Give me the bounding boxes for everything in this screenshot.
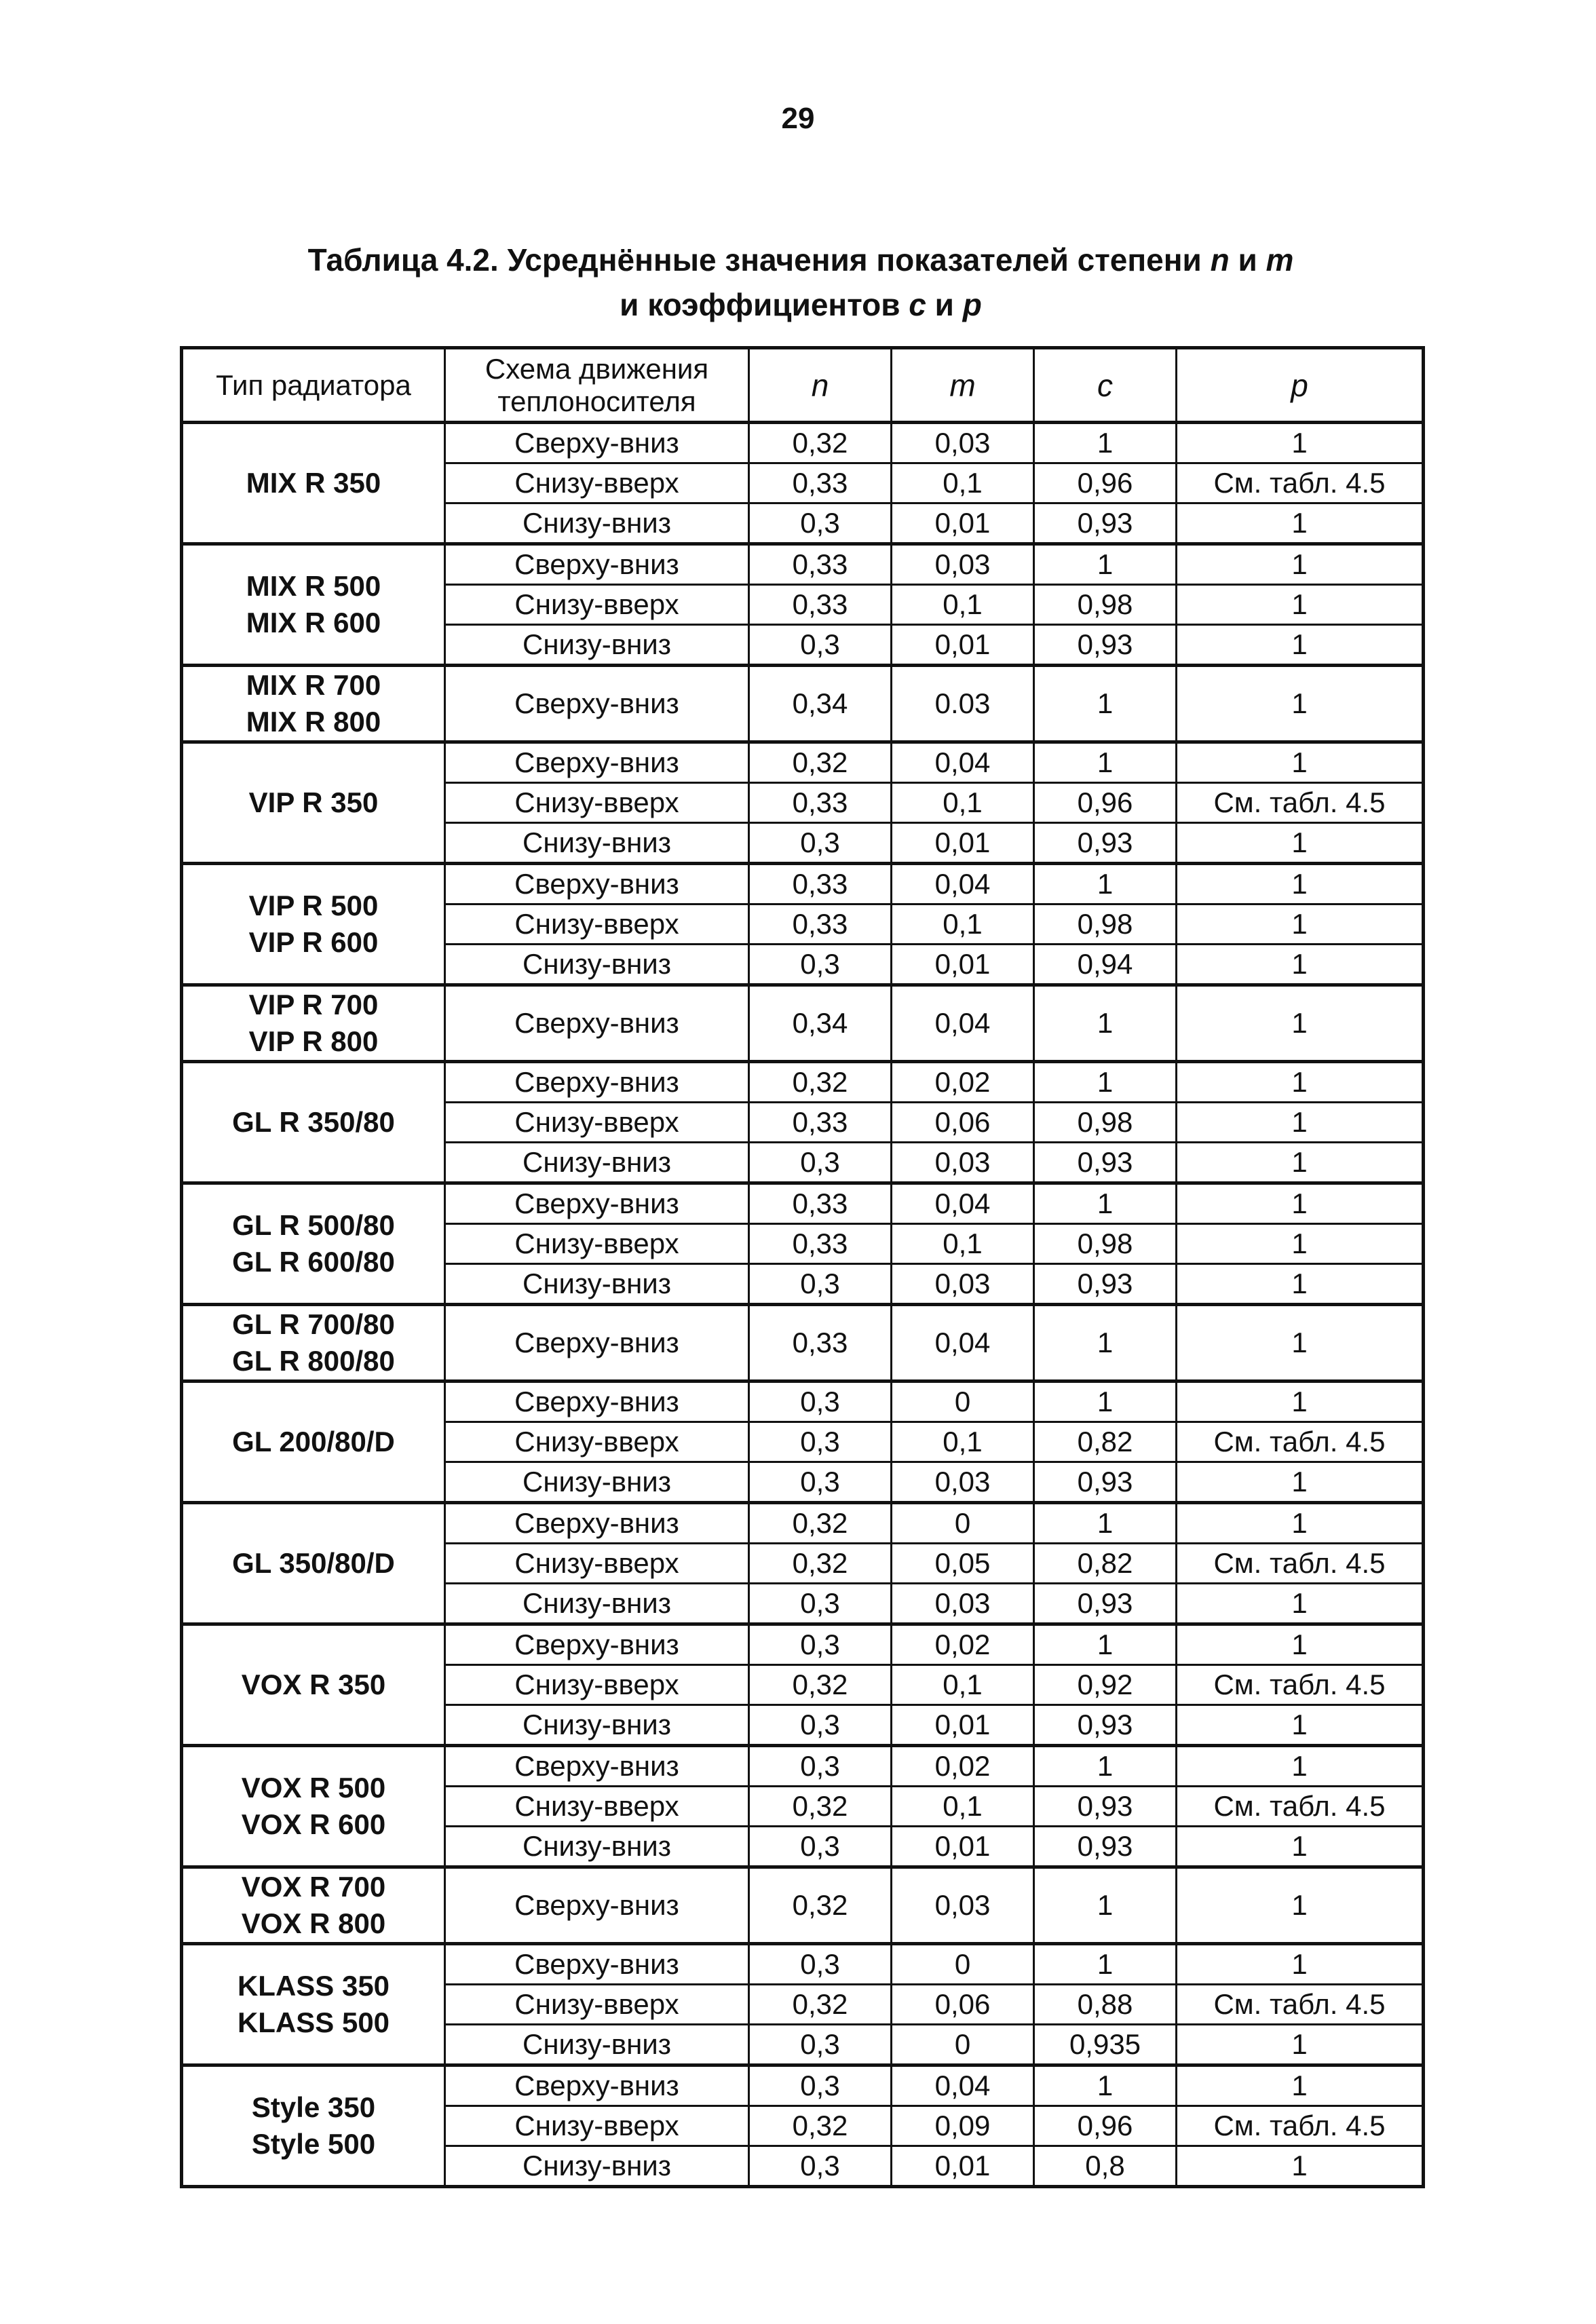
p-cell: 1 xyxy=(1177,1062,1424,1103)
scheme-cell: Сверху-вниз xyxy=(445,544,749,585)
radiator-type-name: Style 350 xyxy=(251,2091,376,2123)
p-cell: 1 xyxy=(1177,1305,1424,1382)
m-cell: 0,02 xyxy=(892,1624,1034,1665)
p-cell: 1 xyxy=(1177,1827,1424,1867)
radiator-type-name: VOX R 500 xyxy=(241,1772,386,1804)
m-cell: 0,03 xyxy=(892,1867,1034,1944)
header-coolant-scheme: Схема движения теплоносителя xyxy=(445,348,749,423)
n-cell: 0,32 xyxy=(749,1503,892,1544)
n-cell: 0,32 xyxy=(749,1867,892,1944)
c-cell: 0,98 xyxy=(1034,1224,1177,1264)
table-header-row xyxy=(182,348,1424,423)
m-cell: 0,04 xyxy=(892,1305,1034,1382)
c-cell: 0,96 xyxy=(1034,783,1177,823)
m-cell: 0,1 xyxy=(892,783,1034,823)
p-cell: 1 xyxy=(1177,945,1424,985)
n-cell: 0,3 xyxy=(749,2065,892,2106)
m-cell: 0,03 xyxy=(892,1264,1034,1305)
scheme-cell: Сверху-вниз xyxy=(445,1062,749,1103)
p-cell: 1 xyxy=(1177,1867,1424,1944)
c-cell: 0,96 xyxy=(1034,2106,1177,2146)
m-cell: 0,06 xyxy=(892,1985,1034,2025)
radiator-type-name: VIP R 800 xyxy=(248,1025,379,1057)
scheme-cell: Снизу-вверх xyxy=(445,1985,749,2025)
m-cell: 0,04 xyxy=(892,2065,1034,2106)
p-cell: См. табл. 4.5 xyxy=(1177,1665,1424,1705)
n-cell: 0,3 xyxy=(749,625,892,666)
scheme-cell: Снизу-вниз xyxy=(445,1264,749,1305)
c-cell: 1 xyxy=(1034,666,1177,742)
p-cell: 1 xyxy=(1177,625,1424,666)
p-cell: 1 xyxy=(1177,2065,1424,2106)
n-cell: 0,33 xyxy=(749,1183,892,1224)
c-cell: 1 xyxy=(1034,1062,1177,1103)
m-cell: 0,1 xyxy=(892,463,1034,503)
p-cell: 1 xyxy=(1177,1103,1424,1143)
c-cell: 0,8 xyxy=(1034,2146,1177,2187)
scheme-cell: Сверху-вниз xyxy=(445,1867,749,1944)
c-cell: 1 xyxy=(1034,1382,1177,1422)
radiator-type-name: MIX R 500 xyxy=(246,570,381,602)
table-row xyxy=(182,666,1424,742)
scheme-cell: Снизу-вверх xyxy=(445,1224,749,1264)
m-cell: 0,04 xyxy=(892,742,1034,783)
c-cell: 1 xyxy=(1034,1867,1177,1944)
n-cell: 0,32 xyxy=(749,1985,892,2025)
table-row xyxy=(182,1305,1424,1382)
m-cell: 0,01 xyxy=(892,2146,1034,2187)
scheme-cell: Сверху-вниз xyxy=(445,1624,749,1665)
radiator-type-name: MIX R 600 xyxy=(246,607,381,639)
c-cell: 0,82 xyxy=(1034,1422,1177,1462)
scheme-cell: Сверху-вниз xyxy=(445,666,749,742)
scheme-cell: Сверху-вниз xyxy=(445,985,749,1062)
m-cell: 0,1 xyxy=(892,1665,1034,1705)
n-cell: 0,33 xyxy=(749,1305,892,1382)
n-cell: 0,33 xyxy=(749,1224,892,1264)
radiator-type-name: VOX R 800 xyxy=(241,1907,386,1939)
header-n: n xyxy=(749,348,892,423)
c-cell: 0,93 xyxy=(1034,823,1177,864)
c-cell: 1 xyxy=(1034,1624,1177,1665)
radiator-type-name: GL R 500/80 xyxy=(232,1209,395,1241)
m-cell: 0,01 xyxy=(892,1705,1034,1746)
m-cell: 0,03 xyxy=(892,544,1034,585)
table-body xyxy=(182,423,1424,2187)
radiator-type-name: VOX R 600 xyxy=(241,1808,386,1840)
page-number: 29 xyxy=(781,102,815,135)
n-cell: 0,3 xyxy=(749,1143,892,1183)
header-p: p xyxy=(1177,348,1424,423)
scheme-cell: Сверху-вниз xyxy=(445,1944,749,1985)
p-cell: См. табл. 4.5 xyxy=(1177,1422,1424,1462)
radiator-type-name: VIP R 700 xyxy=(248,989,379,1021)
c-cell: 0,93 xyxy=(1034,1827,1177,1867)
radiator-type-name: VOX R 350 xyxy=(241,1669,386,1700)
c-cell: 1 xyxy=(1034,1503,1177,1544)
m-cell: 0,02 xyxy=(892,1062,1034,1103)
radiator-type-cell xyxy=(182,2065,445,2187)
p-cell: 1 xyxy=(1177,1746,1424,1787)
n-cell: 0,32 xyxy=(749,1062,892,1103)
table-row xyxy=(182,742,1424,783)
table-row xyxy=(182,1944,1424,1985)
radiator-type-name: VIP R 500 xyxy=(248,890,379,921)
n-cell: 0,3 xyxy=(749,2146,892,2187)
p-cell: 1 xyxy=(1177,544,1424,585)
radiator-type-name: KLASS 350 xyxy=(237,1970,390,2002)
scheme-cell: Снизу-вниз xyxy=(445,2025,749,2065)
table-row xyxy=(182,1062,1424,1103)
table-caption xyxy=(136,237,1466,327)
p-cell: 1 xyxy=(1177,742,1424,783)
n-cell: 0,33 xyxy=(749,864,892,904)
n-cell: 0,33 xyxy=(749,904,892,945)
table-row xyxy=(182,423,1424,463)
n-cell: 0,3 xyxy=(749,1584,892,1624)
scheme-cell: Снизу-вверх xyxy=(445,1544,749,1584)
radiator-type-cell xyxy=(182,666,445,742)
c-cell: 0,88 xyxy=(1034,1985,1177,2025)
table-row xyxy=(182,1746,1424,1787)
scheme-cell: Снизу-вниз xyxy=(445,2146,749,2187)
radiator-type-cell xyxy=(182,1867,445,1944)
m-cell: 0,01 xyxy=(892,503,1034,544)
radiator-type-cell xyxy=(182,1305,445,1382)
scheme-cell: Снизу-вниз xyxy=(445,1827,749,1867)
m-cell: 0,1 xyxy=(892,1787,1034,1827)
n-cell: 0,33 xyxy=(749,1103,892,1143)
radiator-type-cell xyxy=(182,1503,445,1624)
radiator-type-name: MIX R 800 xyxy=(246,706,381,738)
c-cell: 0,98 xyxy=(1034,585,1177,625)
p-cell: 1 xyxy=(1177,1503,1424,1544)
radiator-type-cell xyxy=(182,544,445,666)
p-cell: См. табл. 4.5 xyxy=(1177,783,1424,823)
scheme-cell: Снизу-вниз xyxy=(445,1462,749,1503)
m-cell: 0,1 xyxy=(892,904,1034,945)
n-cell: 0,3 xyxy=(749,945,892,985)
n-cell: 0,33 xyxy=(749,585,892,625)
p-cell: 1 xyxy=(1177,1382,1424,1422)
radiator-type-name: VIP R 350 xyxy=(248,786,379,818)
n-cell: 0,3 xyxy=(749,1382,892,1422)
n-cell: 0,32 xyxy=(749,742,892,783)
radiator-type-cell xyxy=(182,1382,445,1503)
scheme-cell: Снизу-вниз xyxy=(445,945,749,985)
n-cell: 0,33 xyxy=(749,544,892,585)
scheme-cell: Снизу-вверх xyxy=(445,1665,749,1705)
scheme-cell: Снизу-вниз xyxy=(445,1705,749,1746)
c-cell: 0,93 xyxy=(1034,1462,1177,1503)
radiator-type-name: VIP R 600 xyxy=(248,926,379,958)
scheme-cell: Сверху-вниз xyxy=(445,864,749,904)
c-cell: 0,92 xyxy=(1034,1665,1177,1705)
n-cell: 0,3 xyxy=(749,1624,892,1665)
caption-line-2: и коэффициентов c и p xyxy=(620,287,982,322)
m-cell: 0,05 xyxy=(892,1544,1034,1584)
scheme-cell: Сверху-вниз xyxy=(445,742,749,783)
scheme-cell: Снизу-вниз xyxy=(445,625,749,666)
c-cell: 0,93 xyxy=(1034,1705,1177,1746)
p-cell: 1 xyxy=(1177,904,1424,945)
scheme-cell: Снизу-вверх xyxy=(445,1422,749,1462)
m-cell: 0,1 xyxy=(892,1224,1034,1264)
c-cell: 0,93 xyxy=(1034,1787,1177,1827)
radiator-type-name: KLASS 500 xyxy=(237,2006,390,2038)
c-cell: 0,98 xyxy=(1034,1103,1177,1143)
scheme-cell: Сверху-вниз xyxy=(445,1503,749,1544)
n-cell: 0,33 xyxy=(749,463,892,503)
n-cell: 0,34 xyxy=(749,666,892,742)
scheme-cell: Снизу-вверх xyxy=(445,1787,749,1827)
n-cell: 0,32 xyxy=(749,1665,892,1705)
n-cell: 0,3 xyxy=(749,1422,892,1462)
m-cell: 0,03 xyxy=(892,423,1034,463)
scheme-cell: Снизу-вниз xyxy=(445,823,749,864)
p-cell: 1 xyxy=(1177,503,1424,544)
radiator-type-name: GL R 800/80 xyxy=(232,1345,395,1377)
m-cell: 0,09 xyxy=(892,2106,1034,2146)
p-cell: 1 xyxy=(1177,1705,1424,1746)
n-cell: 0,3 xyxy=(749,1264,892,1305)
radiator-type-cell xyxy=(182,1183,445,1305)
m-cell: 0 xyxy=(892,1944,1034,1985)
c-cell: 1 xyxy=(1034,1183,1177,1224)
m-cell: 0,01 xyxy=(892,945,1034,985)
radiator-type-cell xyxy=(182,423,445,544)
scheme-cell: Снизу-вниз xyxy=(445,503,749,544)
p-cell: 1 xyxy=(1177,666,1424,742)
c-cell: 0,93 xyxy=(1034,1584,1177,1624)
table-row xyxy=(182,544,1424,585)
n-cell: 0,32 xyxy=(749,423,892,463)
n-cell: 0,3 xyxy=(749,503,892,544)
radiator-type-name: MIX R 350 xyxy=(246,467,381,499)
scheme-cell: Снизу-вниз xyxy=(445,1584,749,1624)
c-cell: 1 xyxy=(1034,544,1177,585)
c-cell: 0,93 xyxy=(1034,503,1177,544)
radiator-type-cell xyxy=(182,742,445,864)
scheme-cell: Снизу-вверх xyxy=(445,1103,749,1143)
scheme-cell: Снизу-вверх xyxy=(445,2106,749,2146)
radiator-type-cell xyxy=(182,864,445,985)
c-cell: 0,93 xyxy=(1034,1143,1177,1183)
p-cell: См. табл. 4.5 xyxy=(1177,463,1424,503)
table-row xyxy=(182,1624,1424,1665)
m-cell: 0 xyxy=(892,2025,1034,2065)
p-cell: 1 xyxy=(1177,1624,1424,1665)
m-cell: 0,01 xyxy=(892,1827,1034,1867)
m-cell: 0 xyxy=(892,1382,1034,1422)
m-cell: 0.03 xyxy=(892,666,1034,742)
p-cell: См. табл. 4.5 xyxy=(1177,1985,1424,2025)
scheme-cell: Сверху-вниз xyxy=(445,1382,749,1422)
m-cell: 0,02 xyxy=(892,1746,1034,1787)
c-cell: 1 xyxy=(1034,1944,1177,1985)
scheme-cell: Сверху-вниз xyxy=(445,2065,749,2106)
m-cell: 0,03 xyxy=(892,1462,1034,1503)
c-cell: 1 xyxy=(1034,423,1177,463)
table-row xyxy=(182,1382,1424,1422)
p-cell: 1 xyxy=(1177,985,1424,1062)
p-cell: См. табл. 4.5 xyxy=(1177,2106,1424,2146)
radiator-type-name: GL R 700/80 xyxy=(232,1308,395,1340)
c-cell: 0,93 xyxy=(1034,625,1177,666)
radiator-type-name: GL R 350/80 xyxy=(232,1106,395,1138)
c-cell: 0,93 xyxy=(1034,1264,1177,1305)
radiator-type-cell xyxy=(182,1944,445,2065)
table-row xyxy=(182,2065,1424,2106)
n-cell: 0,3 xyxy=(749,2025,892,2065)
p-cell: 1 xyxy=(1177,1224,1424,1264)
p-cell: 1 xyxy=(1177,1264,1424,1305)
radiator-type-cell xyxy=(182,1746,445,1867)
scheme-cell: Сверху-вниз xyxy=(445,423,749,463)
header-c: c xyxy=(1034,348,1177,423)
radiator-type-name: MIX R 700 xyxy=(246,669,381,701)
p-cell: 1 xyxy=(1177,1584,1424,1624)
n-cell: 0,32 xyxy=(749,1544,892,1584)
table-row xyxy=(182,985,1424,1062)
p-cell: 1 xyxy=(1177,423,1424,463)
table-row xyxy=(182,1867,1424,1944)
c-cell: 0,98 xyxy=(1034,904,1177,945)
scheme-cell: Снизу-вверх xyxy=(445,783,749,823)
c-cell: 1 xyxy=(1034,742,1177,783)
n-cell: 0,3 xyxy=(749,1705,892,1746)
p-cell: 1 xyxy=(1177,1462,1424,1503)
m-cell: 0,04 xyxy=(892,1183,1034,1224)
radiator-type-name: GL R 600/80 xyxy=(232,1246,395,1278)
scheme-cell: Снизу-вниз xyxy=(445,1143,749,1183)
header-radiator-type: Тип радиатора xyxy=(182,348,445,423)
radiator-type-cell xyxy=(182,985,445,1062)
radiator-type-name: VOX R 700 xyxy=(241,1871,386,1903)
m-cell: 0,01 xyxy=(892,823,1034,864)
coefficients-table xyxy=(180,346,1425,2188)
scheme-cell: Снизу-вверх xyxy=(445,463,749,503)
n-cell: 0,3 xyxy=(749,823,892,864)
c-cell: 0,82 xyxy=(1034,1544,1177,1584)
radiator-type-name: GL 200/80/D xyxy=(232,1426,395,1458)
m-cell: 0,1 xyxy=(892,585,1034,625)
radiator-type-cell xyxy=(182,1062,445,1183)
p-cell: 1 xyxy=(1177,1944,1424,1985)
n-cell: 0,32 xyxy=(749,1787,892,1827)
m-cell: 0,04 xyxy=(892,864,1034,904)
table-row xyxy=(182,864,1424,904)
n-cell: 0,3 xyxy=(749,1827,892,1867)
m-cell: 0,03 xyxy=(892,1584,1034,1624)
n-cell: 0,3 xyxy=(749,1944,892,1985)
scheme-cell: Снизу-вверх xyxy=(445,585,749,625)
p-cell: 1 xyxy=(1177,2146,1424,2187)
p-cell: См. табл. 4.5 xyxy=(1177,1544,1424,1584)
c-cell: 0,935 xyxy=(1034,2025,1177,2065)
scheme-cell: Сверху-вниз xyxy=(445,1305,749,1382)
p-cell: 1 xyxy=(1177,823,1424,864)
radiator-type-name: GL 350/80/D xyxy=(232,1547,395,1579)
n-cell: 0,33 xyxy=(749,783,892,823)
c-cell: 1 xyxy=(1034,864,1177,904)
p-cell: 1 xyxy=(1177,1183,1424,1224)
radiator-type-name: Style 500 xyxy=(251,2128,376,2160)
m-cell: 0,1 xyxy=(892,1422,1034,1462)
radiator-type-cell xyxy=(182,1624,445,1746)
c-cell: 1 xyxy=(1034,1746,1177,1787)
m-cell: 0 xyxy=(892,1503,1034,1544)
m-cell: 0,04 xyxy=(892,985,1034,1062)
m-cell: 0,03 xyxy=(892,1143,1034,1183)
p-cell: 1 xyxy=(1177,864,1424,904)
table-row xyxy=(182,1183,1424,1224)
c-cell: 1 xyxy=(1034,985,1177,1062)
c-cell: 0,96 xyxy=(1034,463,1177,503)
c-cell: 1 xyxy=(1034,1305,1177,1382)
n-cell: 0,32 xyxy=(749,2106,892,2146)
p-cell: См. табл. 4.5 xyxy=(1177,1787,1424,1827)
n-cell: 0,3 xyxy=(749,1462,892,1503)
m-cell: 0,01 xyxy=(892,625,1034,666)
n-cell: 0,3 xyxy=(749,1746,892,1787)
caption-line-1: Таблица 4.2. Усреднённые значения показателей степени n и m xyxy=(307,242,1294,278)
p-cell: 1 xyxy=(1177,585,1424,625)
c-cell: 0,94 xyxy=(1034,945,1177,985)
scheme-cell: Снизу-вверх xyxy=(445,904,749,945)
scheme-cell: Сверху-вниз xyxy=(445,1746,749,1787)
table-row xyxy=(182,1503,1424,1544)
p-cell: 1 xyxy=(1177,2025,1424,2065)
m-cell: 0,06 xyxy=(892,1103,1034,1143)
n-cell: 0,34 xyxy=(749,985,892,1062)
header-m: m xyxy=(892,348,1034,423)
p-cell: 1 xyxy=(1177,1143,1424,1183)
scheme-cell: Сверху-вниз xyxy=(445,1183,749,1224)
c-cell: 1 xyxy=(1034,2065,1177,2106)
